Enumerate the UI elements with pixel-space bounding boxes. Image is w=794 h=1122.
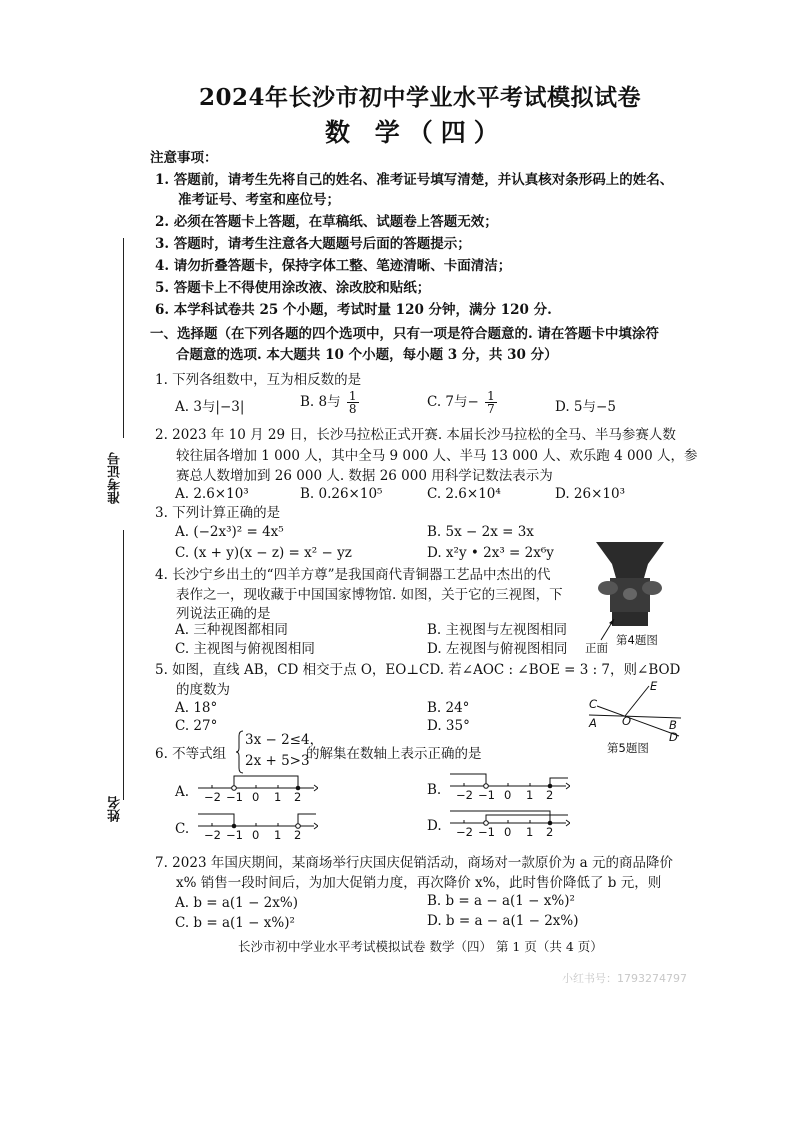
q4-option-b: B. 主视图与左视图相同 bbox=[427, 622, 568, 638]
tick-label: 1 bbox=[274, 828, 282, 842]
tick-label: −1 bbox=[226, 790, 243, 804]
q7-option-b: B. b = a − a(1 − x%)² bbox=[427, 893, 575, 909]
q3-option-c: C. (x + y)(x − z) = x² − yz bbox=[175, 545, 352, 561]
q5-label-d: D bbox=[669, 730, 678, 744]
q5-caption: 第5题图 bbox=[607, 741, 649, 755]
q1-c-fraction bbox=[485, 390, 497, 415]
tick-label: 0 bbox=[252, 790, 260, 804]
q4-front-label: 正面 bbox=[585, 641, 608, 655]
q6-numberline-d bbox=[450, 807, 570, 841]
q4-front-arrow bbox=[598, 616, 618, 642]
q5-label-a: A bbox=[589, 716, 597, 730]
q7-option-a: A. b = a(1 − 2x%) bbox=[175, 895, 298, 911]
notice-item: 4. 请勿折叠答题卡，保持字体工整、笔迹清晰、卡面清洁； bbox=[155, 258, 512, 274]
q1-option-c bbox=[427, 390, 497, 415]
q6-option-d-label: D. bbox=[427, 818, 442, 834]
notice-item: 1. 答题前，请考生先将自己的姓名、准考证号填写清楚，并认真核对条形码上的姓名、 bbox=[155, 172, 674, 188]
q2-stem-cont: 较往届各增加 1 000 人，其中全马 9 000 人、半马 13 000 人、欢乐跑 4 000 人，参 bbox=[176, 448, 698, 464]
tick-label: −1 bbox=[226, 828, 243, 842]
q1-option-d: D. 5与−5 bbox=[555, 399, 616, 415]
section-heading: 一、选择题（在下列各题的四个选项中，只有一项是符合题意的. 请在答题卡中填涂符 bbox=[150, 326, 659, 342]
q6-inequality-1: 3x − 2≤4， bbox=[245, 732, 324, 748]
notice-heading: 注意事项： bbox=[150, 150, 218, 166]
denominator: 7 bbox=[487, 402, 495, 416]
tick-label: 2 bbox=[546, 825, 554, 839]
q5-stem: 5. 如图，直线 AB，CD 相交于点 O，EO⊥CD. 若∠AOC : ∠BOE = 3 : 7，则∠BOD bbox=[155, 662, 681, 678]
binding-line-mid bbox=[123, 530, 124, 710]
q1-c-text: C. 7与− bbox=[427, 394, 479, 410]
binding-line-top bbox=[123, 238, 124, 438]
notice-item: 5. 答题卡上不得使用涂改液、涂改胶和贴纸； bbox=[155, 280, 431, 296]
name-label: 姓名 bbox=[108, 796, 123, 822]
q1-b-fraction bbox=[347, 390, 359, 415]
q2-option-b: B. 0.26×10⁵ bbox=[300, 486, 383, 502]
page-footer: 长沙市初中学业水平考试模拟试卷 数学（四） 第 1 页（共 4 页） bbox=[238, 939, 603, 954]
tick-label: 2 bbox=[294, 828, 302, 842]
q5-option-a: A. 18° bbox=[175, 700, 218, 716]
q3-option-a: A. (−2x³)² = 4x⁵ bbox=[175, 524, 284, 540]
q6-numberline-a bbox=[198, 772, 318, 806]
q3-stem: 3. 下列计算正确的是 bbox=[155, 505, 281, 521]
tick-label: 1 bbox=[274, 790, 282, 804]
q4-stem: 4. 长沙宁乡出土的“四羊方尊”是我国商代青铜器工艺品中杰出的代 bbox=[155, 567, 551, 583]
tick-label: 1 bbox=[526, 788, 534, 802]
tick-label: −2 bbox=[456, 825, 473, 839]
tick-label: 2 bbox=[294, 790, 302, 804]
q7-option-c: C. b = a(1 − x%)² bbox=[175, 915, 295, 931]
q5-option-b: B. 24° bbox=[427, 700, 470, 716]
q2-stem-cont: 赛总人数增加到 26 000 人. 数据 26 000 用科学记数法表示为 bbox=[176, 468, 553, 484]
q2-stem: 2. 2023 年 10 月 29 日，长沙马拉松正式开赛. 本届长沙马拉松的全马、半马参赛人数 bbox=[155, 427, 676, 443]
q7-stem-cont: x% 销售一段时间后，为加大促销力度，再次降价 x%，此时售价降低了 b 元，则 bbox=[176, 875, 662, 891]
system-brace-icon bbox=[236, 730, 244, 774]
tick-label: −1 bbox=[478, 825, 495, 839]
notice-item: 2. 必须在答题卡上答题，在草稿纸、试题卷上答题无效； bbox=[155, 214, 498, 230]
exam-title: 2024年长沙市初中学业水平考试模拟试卷 bbox=[199, 84, 642, 111]
q7-option-d: D. b = a − a(1 − 2x%) bbox=[427, 913, 579, 929]
tick-label: −2 bbox=[456, 788, 473, 802]
q6-stem-pre: 6. 不等式组 bbox=[155, 746, 227, 762]
q5-label-b: B bbox=[669, 718, 677, 732]
q4-stem-cont: 列说法正确的是 bbox=[176, 606, 271, 622]
q3-option-b: B. 5x − 2x = 3x bbox=[427, 524, 534, 540]
q1-b-text: B. 8与 bbox=[300, 394, 341, 410]
q6-option-b-label: B. bbox=[427, 782, 442, 798]
tick-label: −1 bbox=[478, 788, 495, 802]
notice-item: 6. 本学科试卷共 25 个小题，考试时量 120 分钟，满分 120 分. bbox=[155, 302, 552, 318]
q1-option-b bbox=[300, 390, 359, 415]
q7-stem: 7. 2023 年国庆期间，某商场举行庆国庆促销活动，商场对一款原价为 a 元的商品降价 bbox=[155, 855, 673, 871]
q5-option-c: C. 27° bbox=[175, 718, 218, 734]
section-heading-cont: 合题意的选项. 本大题共 10 个小题，每小题 3 分，共 30 分） bbox=[176, 347, 558, 363]
q6-option-c-label: C. bbox=[175, 821, 190, 837]
q1-option-a: A. 3与|−3| bbox=[175, 399, 245, 415]
q4-stem-cont: 表作之一，现收藏于中国国家博物馆. 如图，关于它的三视图，下 bbox=[176, 587, 563, 603]
q4-option-d: D. 左视图与俯视图相同 bbox=[427, 641, 568, 657]
exam-subtitle: 数 学（四） bbox=[325, 118, 507, 147]
q6-stem-post: 的解集在数轴上表示正确的是 bbox=[306, 746, 482, 762]
q5-label-e: E bbox=[650, 679, 658, 693]
q3-option-d: D. x²y • 2x³ = 2x⁶y bbox=[427, 545, 554, 561]
q4-option-a: A. 三种视图都相同 bbox=[175, 622, 288, 638]
q6-numberline-b bbox=[450, 770, 570, 804]
exam-id-label: 准考证号 bbox=[108, 452, 123, 504]
q2-option-c: C. 2.6×10⁴ bbox=[427, 486, 501, 502]
q2-option-d: D. 26×10³ bbox=[555, 486, 626, 502]
q5-stem-cont: 的度数为 bbox=[176, 682, 230, 698]
q2-option-a: A. 2.6×10³ bbox=[175, 486, 249, 502]
q6-inequality-2: 2x + 5>3 bbox=[245, 753, 310, 769]
q6-numberline-c bbox=[198, 810, 318, 844]
q5-label-c: C bbox=[589, 697, 598, 711]
q1-stem: 1. 下列各组数中，互为相反数的是 bbox=[155, 372, 362, 388]
tick-label: 0 bbox=[504, 788, 512, 802]
numerator: 1 bbox=[348, 389, 357, 403]
tick-label: 0 bbox=[252, 828, 260, 842]
q6-option-a-label: A. bbox=[175, 784, 190, 800]
denominator: 8 bbox=[348, 402, 357, 416]
tick-label: 2 bbox=[546, 788, 554, 802]
q4-caption: 第4题图 bbox=[616, 633, 658, 647]
tick-label: 1 bbox=[526, 825, 534, 839]
tick-label: 0 bbox=[504, 825, 512, 839]
binding-line-bottom bbox=[123, 710, 124, 800]
q5-label-o: O bbox=[622, 714, 632, 728]
notice-item: 准考证号、考室和座位号； bbox=[178, 192, 340, 208]
notice-item: 3. 答题时，请考生注意各大题题号后面的答题提示； bbox=[155, 236, 471, 252]
tick-label: −2 bbox=[204, 790, 221, 804]
q5-option-d: D. 35° bbox=[427, 718, 470, 734]
watermark: 小红书号：1793274797 bbox=[562, 972, 687, 985]
q4-option-c: C. 主视图与俯视图相同 bbox=[175, 641, 315, 657]
numerator: 1 bbox=[487, 389, 495, 403]
tick-label: −2 bbox=[204, 828, 221, 842]
